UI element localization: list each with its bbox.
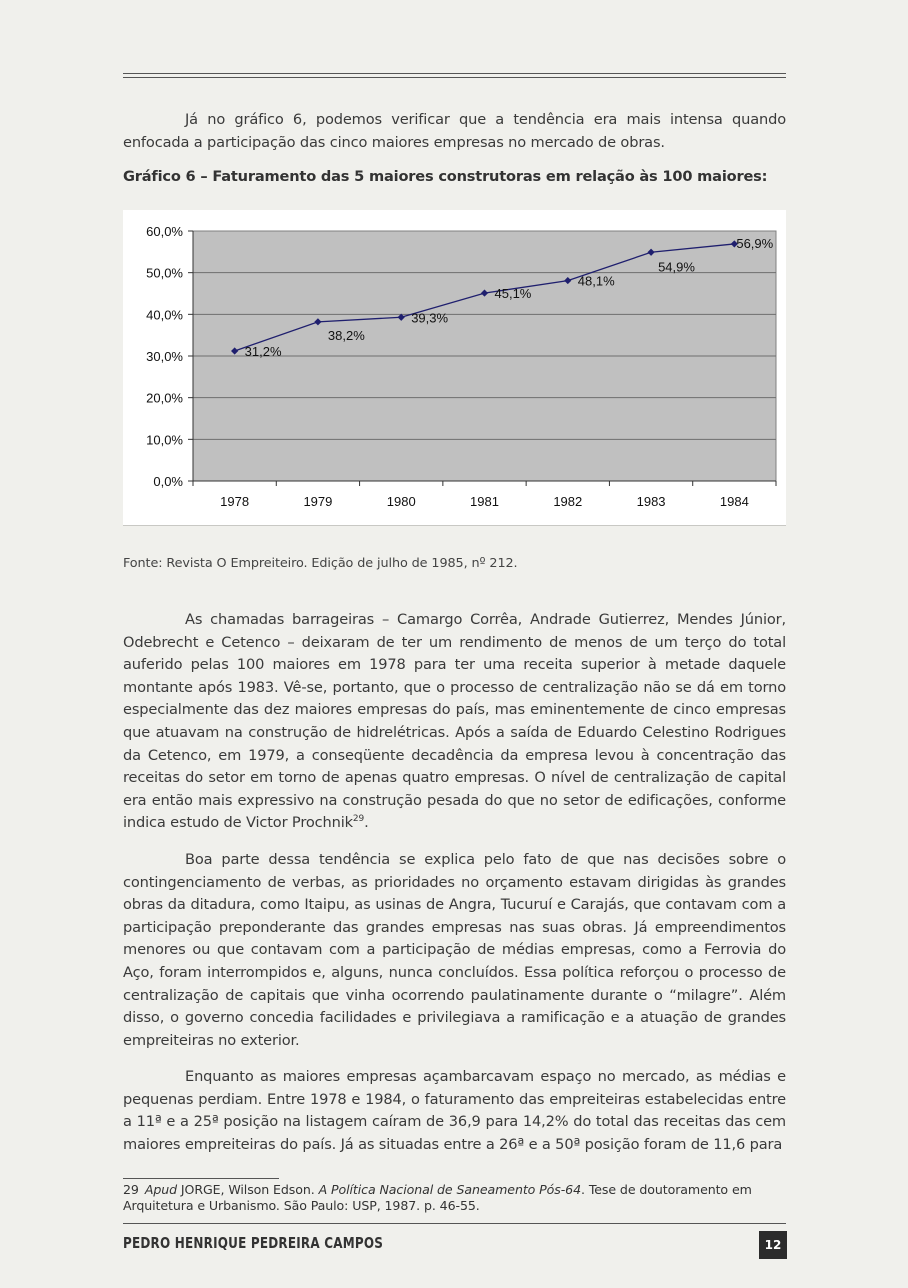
data-label: 45,1%	[494, 286, 532, 302]
body-paragraph-3: Enquanto as maiores empresas açambarcavam espaço no mercado, as médias e pequenas perdiam. Entre 1978 e 1984, o faturamento das empreiteiras estabelecidas entre a 11ª e a 25ª posição na listagem caíram de 36,9 para 14,2% do total das receitas das cem maiores empreiteiras do país. Já as situadas entre a 26ª e a 50ª posição foram de 11,6 para	[123, 1068, 786, 1153]
page-number: 12	[759, 1231, 787, 1259]
chart-source: Fonte: Revista O Empreiteiro. Edição de julho de 1985, nº 212.	[123, 556, 518, 571]
chart-container	[123, 210, 786, 525]
y-tick-label: 30,0%	[146, 349, 183, 364]
footer-rule	[123, 1223, 786, 1224]
body-paragraph-2: Boa parte dessa tendência se explica pelo fato de que nas decisões sobre o contingenciamento de verbas, as prioridades no orçamento estavam dirigidas às grandes obras da ditadura, como Itaipu, as usinas de Angra, Tucuruí e Carajás, que contavam com a participação preponderante das grandes empresas nas suas obras. Já empreendimentos menores ou que contavam com a participação de médias empresas, como a Ferrovia do Aço, foram interrompidos e, alguns, nunca concluídos. Essa política reforçou o processo de centralização de capitais que vinha ocorrendo paulatinamente durante o “milagre”. Além disso, o governo concedia facilidades e privilegiava a ramificação e a atuação de grandes empreiteiras no exterior.	[123, 851, 786, 1049]
header-rule	[123, 73, 786, 74]
y-tick-label: 50,0%	[146, 265, 183, 281]
y-tick-label: 0,0%	[153, 474, 183, 489]
chart-heading: Gráfico 6 – Faturamento das 5 maiores construtoras em relação às 100 maiores:	[123, 168, 768, 185]
footnote-title: A Política Nacional de Saneamento Pós-64	[318, 1182, 582, 1197]
x-tick-label: 1978	[220, 494, 250, 509]
data-label: 38,2%	[327, 327, 365, 343]
data-label: 54,9%	[658, 259, 695, 275]
footnote-apud: Apud	[144, 1182, 178, 1197]
x-tick-label: 1981	[470, 494, 499, 509]
y-tick-label: 60,0%	[146, 224, 183, 239]
footer-author: PEDRO HENRIQUE PEDREIRA CAMPOS	[123, 1234, 384, 1252]
footnote	[123, 1182, 786, 1213]
intro-paragraph: Já no gráfico 6, podemos verificar que a tendência era mais intensa quando enfocada a participação das cinco maiores empresas no mercado de obras.	[123, 111, 786, 151]
footnote-author: JORGE, Wilson Edson.	[177, 1182, 319, 1197]
data-label: 31,2%	[244, 344, 282, 359]
footnote-number: 29	[123, 1182, 139, 1197]
x-tick-label: 1979	[303, 494, 333, 509]
x-tick-label: 1984	[719, 494, 749, 509]
body-paragraph-1	[123, 609, 786, 835]
x-tick-label: 1982	[553, 494, 583, 509]
paragraph-1-text: As chamadas barrageiras – Camargo Corrêa, Andrade Gutierrez, Mendes Júnior, Odebrecht e Cetenco – deixaram de ter um rendimento de menos de um terço do total auferido pelas 100 maiores em 1978 para ter uma receita superior à metade daquele montante após 1983. Vê-se, portanto, que o processo de centralização não se dá em torno especialmente das dez maiores empresas do país, mas eminentemente de cinco empresas que atuavam na construção de hidrelétricas. Após a saída de Eduardo Celestino Rodrigues da Cetenco, em 1979, a conseqüente decadência da empresa levou à concentração das receitas do setor em torno de apenas quatro empresas. O nível de centralização de capital era então mais expressivo na construção pesada do que no setor de edificações, conforme indica estudo de Victor Prochnik	[123, 611, 786, 832]
line-chart	[123, 210, 786, 525]
footnote-rule	[123, 1178, 279, 1179]
y-tick-label: 10,0%	[146, 432, 183, 448]
header-rule-secondary	[123, 77, 786, 78]
data-label: 56,9%	[736, 235, 774, 251]
y-tick-label: 40,0%	[146, 307, 183, 323]
paragraph-1-end: .	[364, 814, 369, 832]
footnote-rest: . Tese de doutoramento em Arquitetura e Urbanismo. São Paulo: USP, 1987. p. 46-55.	[123, 1182, 752, 1213]
data-label: 48,1%	[577, 273, 615, 289]
chart-bottom-rule	[123, 525, 786, 526]
x-tick-label: 1980	[386, 494, 416, 509]
x-tick-label: 1983	[636, 494, 666, 509]
data-label: 39,3%	[411, 310, 449, 326]
footnote-reference: 29	[352, 814, 365, 825]
y-tick-label: 20,0%	[146, 390, 183, 406]
